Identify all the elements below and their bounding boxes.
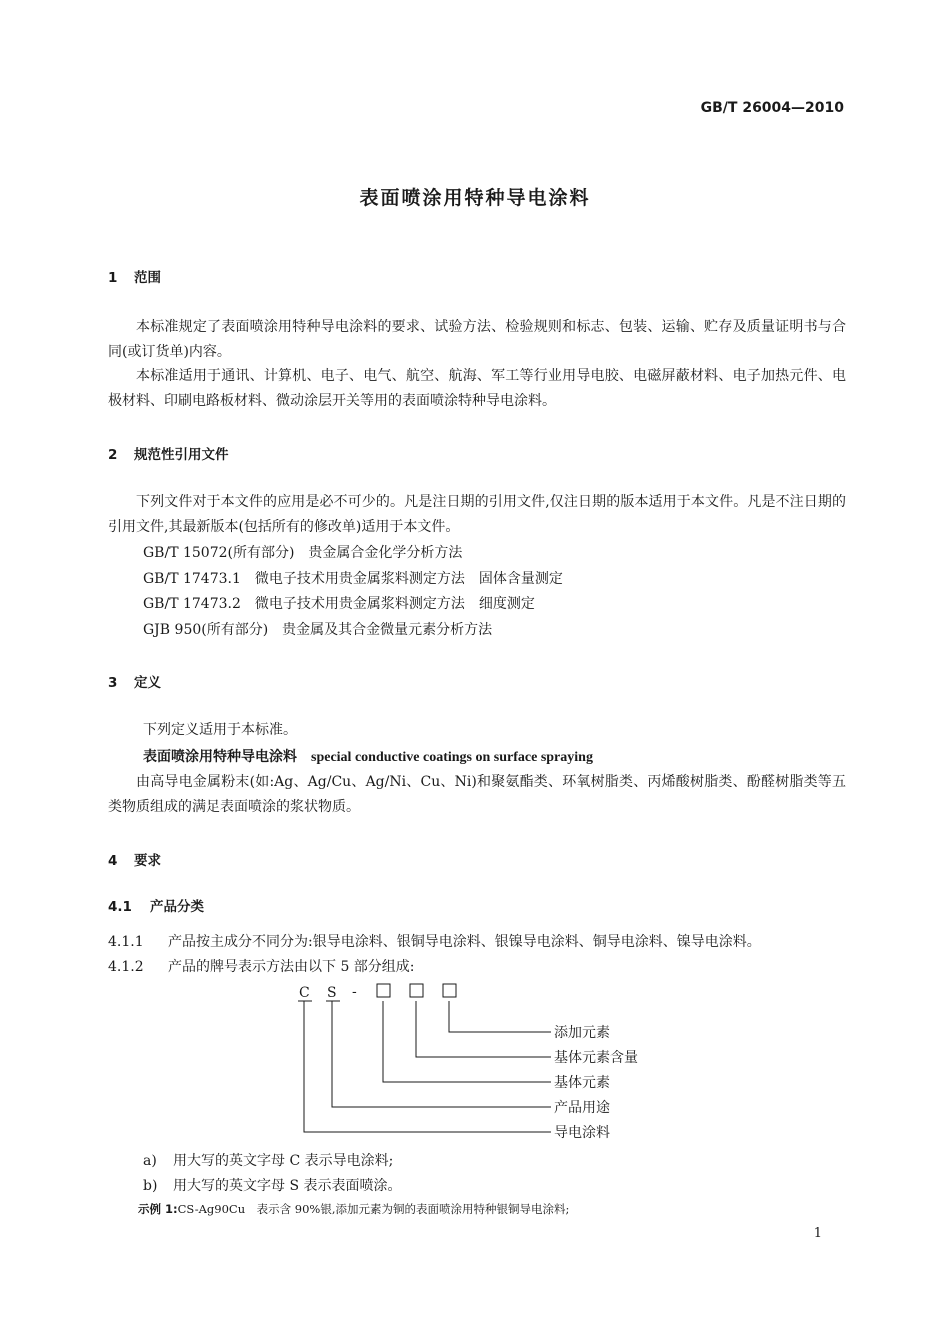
section-title: 范围	[134, 270, 161, 286]
subsection-number: 4.1	[108, 899, 132, 915]
section-number: 1	[108, 270, 118, 286]
list-text: 用大写的英文字母 S 表示表面喷涂。	[173, 1178, 402, 1194]
example-1	[138, 1201, 569, 1217]
page-number: 1	[813, 1226, 822, 1241]
designation-diagram	[296, 980, 656, 1150]
subsection-4-1-heading	[108, 895, 204, 915]
leader-line	[416, 1001, 551, 1057]
example-text: CS-Ag90Cu 表示含 90%银,添加元素为铜的表面喷涂用特种银铜导电涂料;	[177, 1202, 570, 1216]
diagram-label: 基体元素	[554, 1075, 610, 1091]
reference-item: GB/T 15072(所有部分) 贵金属合金化学分析方法	[143, 545, 463, 561]
term-english: special conductive coatings on surface spraying	[311, 750, 593, 765]
leader-line	[449, 1001, 551, 1032]
code-dash: -	[352, 984, 357, 1000]
clause-number: 4.1.1	[108, 934, 144, 950]
section-number: 2	[108, 447, 118, 463]
subsection-title: 产品分类	[150, 899, 204, 915]
document-title: 表面喷涂用特种导电涂料	[359, 187, 591, 209]
diagram-label: 基体元素含量	[554, 1050, 638, 1066]
list-marker: b)	[143, 1178, 158, 1194]
clause-4-1-1	[108, 929, 761, 955]
clause-text: 产品的牌号表示方法由以下 5 部分组成:	[168, 959, 415, 975]
section-title: 定义	[134, 675, 161, 691]
code-letter-c: C	[299, 985, 310, 1001]
code-letter-s: S	[327, 985, 337, 1001]
leader-line	[383, 1001, 551, 1082]
clause-number: 4.1.2	[108, 959, 144, 975]
reference-item: GB/T 17473.1 微电子技术用贵金属浆料测定方法 固体含量测定	[143, 571, 563, 587]
clause-text: 产品按主成分不同分为:银导电涂料、银铜导电涂料、银镍导电涂料、铜导电涂料、镍导电涂料。	[168, 934, 761, 950]
clause-4-1-2	[108, 954, 415, 980]
term-definition: 由高导电金属粉末(如:Ag、Ag/Cu、Ag/Ni、Cu、Ni)和聚氨酯类、环氧树脂类、丙烯酸树脂类、酚醛树脂类等五类物质组成的满足表面喷涂的浆状物质。	[108, 774, 846, 815]
placeholder-box	[410, 984, 423, 997]
term-chinese: 表面喷涂用特种导电涂料	[143, 749, 297, 765]
placeholder-box	[377, 984, 390, 997]
diagram-label: 导电涂料	[554, 1125, 610, 1141]
section-title: 规范性引用文件	[134, 447, 229, 463]
placeholder-box	[443, 984, 456, 997]
section-1-paragraph-2: 本标准适用于通讯、计算机、电子、电气、航空、航海、军工等行业用导电胶、电磁屏蔽材料、电子加热元件、电极材料、印刷电路板材料、微动涂层开关等用的表面喷涂特种导电涂料。	[108, 368, 846, 409]
list-text: 用大写的英文字母 C 表示导电涂料;	[173, 1153, 394, 1169]
section-3-heading	[108, 671, 161, 691]
list-item	[143, 1150, 393, 1170]
list-marker: a)	[143, 1153, 157, 1169]
leader-line	[332, 1001, 551, 1107]
section-2-paragraph: 下列文件对于本文件的应用是必不可少的。凡是注日期的引用文件,仅注日期的版本适用于本文件。凡是不注日期的引用文件,其最新版本(包括所有的修改单)适用于本文件。	[108, 494, 846, 535]
example-label: 示例 1:	[138, 1202, 178, 1216]
diagram-label: 产品用途	[554, 1100, 610, 1116]
reference-item: GB/T 17473.2 微电子技术用贵金属浆料测定方法 细度测定	[143, 596, 535, 612]
section-4-heading	[108, 849, 161, 869]
list-item	[143, 1175, 402, 1195]
section-number: 4	[108, 853, 118, 869]
leader-line	[304, 1001, 551, 1132]
section-1-paragraph-1: 本标准规定了表面喷涂用特种导电涂料的要求、试验方法、检验规则和标志、包装、运输、贮存及质量证明书与合同(或订货单)内容。	[108, 319, 846, 360]
diagram-label: 添加元素	[554, 1025, 610, 1041]
section-title: 要求	[134, 853, 161, 869]
section-1-heading	[108, 266, 161, 286]
section-2-heading	[108, 443, 229, 463]
term-entry	[143, 746, 593, 766]
section-3-intro: 下列定义适用于本标准。	[143, 722, 297, 738]
reference-item: GJB 950(所有部分) 贵金属及其合金微量元素分析方法	[143, 622, 493, 638]
section-number: 3	[108, 675, 118, 691]
standard-number: GB/T 26004—2010	[700, 100, 844, 116]
